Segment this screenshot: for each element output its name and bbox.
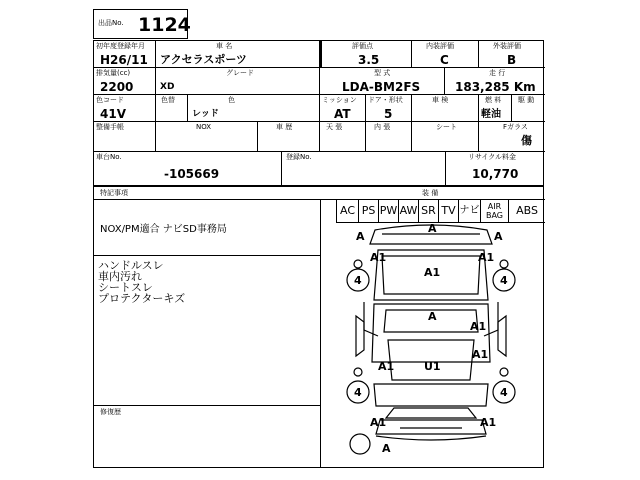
mileage-value: 183,285 Km bbox=[455, 80, 536, 94]
equip-abs: ABS bbox=[508, 200, 545, 222]
mark-roof: U1 bbox=[424, 360, 441, 373]
color-change-cell bbox=[156, 95, 188, 122]
equip-aw: AW bbox=[398, 200, 418, 222]
manual-label: 整備手帳 bbox=[96, 123, 124, 131]
door-label: ドア・形状 bbox=[368, 96, 403, 104]
fuel-cell bbox=[479, 95, 512, 122]
chassis-value: -105669 bbox=[164, 167, 220, 181]
vehicle-info-grid bbox=[93, 40, 544, 186]
equipment-label: 装 備 bbox=[422, 189, 439, 197]
registration-label: 登録No. bbox=[286, 153, 312, 161]
grade-label: グレード bbox=[226, 69, 254, 77]
equip-airbag: AIR BAG bbox=[480, 200, 508, 222]
mark-hood: A1 bbox=[424, 266, 441, 279]
year-value: H26/11 bbox=[100, 53, 148, 67]
drive-label: 駆 動 bbox=[518, 96, 535, 104]
lot-number-value: 1124 bbox=[138, 14, 191, 36]
displacement-label: 排気量(cc) bbox=[96, 69, 131, 77]
mileage-label: 走 行 bbox=[489, 69, 506, 77]
repair-history-label: 修復歴 bbox=[100, 408, 121, 416]
model-value: LDA-BM2FS bbox=[342, 80, 421, 94]
equip-navi: ナビ bbox=[458, 200, 480, 222]
remarks-line1: NOX/PM適合 ナビSD事務局 bbox=[100, 224, 227, 235]
mark-front-right: A bbox=[494, 230, 503, 243]
lot-number-label: 出品No. bbox=[98, 19, 124, 27]
mark-rear-bumper: A bbox=[382, 442, 391, 455]
mark-wheel-front-left: 4 bbox=[354, 274, 362, 287]
car-name-label: 車 名 bbox=[216, 42, 233, 50]
remarks-note-4: プロテクターキズ bbox=[98, 292, 186, 305]
color-change-label: 色替 bbox=[161, 96, 175, 104]
score-value: 3.5 bbox=[358, 53, 380, 67]
mission-value: AT bbox=[334, 107, 351, 121]
color-code-label: 色コード bbox=[96, 96, 124, 104]
color-value: レッド bbox=[192, 109, 219, 119]
mark-fender-left: A1 bbox=[370, 251, 387, 264]
fglass-label: Fガラス bbox=[503, 123, 528, 131]
mark-fender-right: A1 bbox=[478, 251, 495, 264]
year-cell bbox=[94, 41, 156, 68]
mark-windshield: A bbox=[428, 310, 437, 323]
equip-sr: SR bbox=[418, 200, 438, 222]
fuel-label: 燃 料 bbox=[485, 96, 502, 104]
color-code-value: 41V bbox=[100, 107, 126, 121]
mark-front-center: A bbox=[428, 222, 437, 235]
fglass-value: 傷 bbox=[521, 134, 532, 147]
car-diagram bbox=[320, 222, 542, 466]
fglass-cell bbox=[479, 122, 545, 152]
roof-label: 天 張 bbox=[326, 123, 343, 131]
car-name-cell bbox=[156, 41, 320, 68]
exterior-cell bbox=[479, 41, 545, 68]
drive-cell bbox=[512, 95, 545, 122]
recycle-value: 10,770 bbox=[472, 167, 519, 181]
recycle-label: リサイクル料金 bbox=[468, 153, 517, 161]
remarks-note-1: ハンドルスレ bbox=[98, 259, 164, 272]
model-cell bbox=[320, 68, 445, 95]
inspection-label: 車 検 bbox=[432, 96, 449, 104]
mission-label: ミッション bbox=[322, 96, 357, 104]
lot-number-box bbox=[93, 9, 191, 39]
remarks-note-3: シートスレ bbox=[98, 281, 153, 294]
grade-value: XD bbox=[160, 82, 175, 92]
exterior-label: 外装評価 bbox=[493, 42, 521, 50]
chassis-cell bbox=[94, 152, 282, 187]
manual-cell bbox=[94, 122, 156, 152]
interior-value: C bbox=[440, 53, 449, 67]
mark-door-right: A1 bbox=[470, 320, 487, 333]
seat-label: シート bbox=[436, 123, 457, 131]
year-label: 初年度登録年月 bbox=[96, 42, 145, 50]
inner-lining-cell bbox=[366, 122, 412, 152]
inner-lining-label: 内 張 bbox=[374, 123, 391, 131]
remarks-label: 特記事項 bbox=[100, 189, 128, 197]
car-name-value: アクセラスポーツ bbox=[160, 53, 247, 66]
color-cell bbox=[188, 95, 320, 122]
door-value: 5 bbox=[384, 107, 393, 121]
mission-cell bbox=[320, 95, 366, 122]
nox-label: NOX bbox=[196, 123, 212, 131]
mark-rear-left: A1 bbox=[370, 416, 387, 429]
nox-cell bbox=[156, 122, 258, 152]
exterior-value: B bbox=[507, 53, 517, 67]
mark-wheel-rear-right: 4 bbox=[500, 386, 508, 399]
equip-ac: AC bbox=[336, 200, 358, 222]
interior-cell bbox=[412, 41, 479, 68]
fuel-value: 軽油 bbox=[481, 109, 501, 120]
registration-cell bbox=[282, 152, 446, 187]
mark-rear-right: A1 bbox=[480, 416, 497, 429]
mark-door-right-rear: A1 bbox=[472, 348, 489, 361]
roof-cell bbox=[320, 122, 366, 152]
equip-ps: PS bbox=[358, 200, 378, 222]
recycle-cell bbox=[446, 152, 545, 187]
equip-pw: PW bbox=[378, 200, 398, 222]
history-label: 車 歴 bbox=[276, 123, 293, 131]
mark-door-left-rear: A1 bbox=[378, 360, 395, 373]
chassis-label: 車台No. bbox=[96, 153, 122, 161]
displacement-value: 2200 bbox=[100, 80, 134, 94]
seat-cell bbox=[412, 122, 479, 152]
grade-cell bbox=[156, 68, 320, 95]
mark-front-left: A bbox=[356, 230, 365, 243]
door-cell bbox=[366, 95, 412, 122]
interior-label: 内装評価 bbox=[426, 42, 454, 50]
equipment-row bbox=[336, 200, 545, 223]
color-code-cell bbox=[94, 95, 156, 122]
model-label: 型 式 bbox=[374, 69, 391, 77]
remarks-note-2: 車内汚れ bbox=[98, 270, 142, 283]
score-cell bbox=[320, 41, 412, 68]
mileage-cell bbox=[445, 68, 545, 95]
history-cell bbox=[258, 122, 320, 152]
equip-tv: TV bbox=[438, 200, 458, 222]
mark-wheel-front-right: 4 bbox=[500, 274, 508, 287]
mark-wheel-rear-left: 4 bbox=[354, 386, 362, 399]
inspection-cell bbox=[412, 95, 479, 122]
color-label: 色 bbox=[228, 96, 235, 104]
displacement-cell bbox=[94, 68, 156, 95]
score-label: 評価点 bbox=[352, 42, 373, 50]
